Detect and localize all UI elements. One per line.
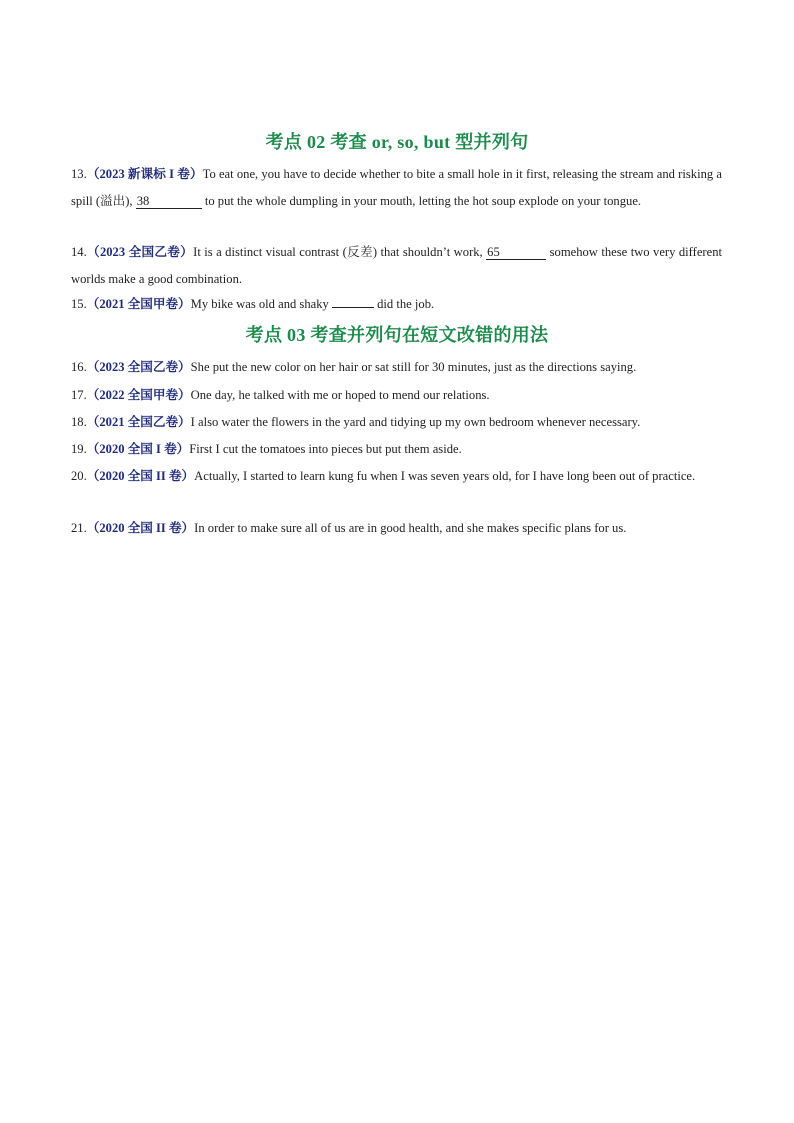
question-source: （2020 全国 I 卷） [86,442,190,456]
question-number: 21. [71,521,87,535]
question-text: To eat one, you have to decide whether to bite a small hole in it first, releasing the stream and risking a spill (溢出), [71,167,722,208]
question-text: somehow these two very different worlds make a good combination. [71,245,722,286]
question-number: 14. [71,245,87,259]
question-source: （2023 全国乙卷） [86,360,191,374]
question-source: （2023 新课标 I 卷） [86,167,203,181]
question-text: One day, he talked with me or hoped to mend our relations. [190,388,490,402]
question-21 [71,515,722,542]
question-source: （2021 全国甲卷） [86,297,191,311]
question-text: I also water the flowers in the yard and tidying up my own bedroom whenever necessary. [190,415,641,429]
question-number: 20. [71,469,87,483]
question-text: Actually, I started to learn kung fu when I was seven years old, for I have long been out of practice. [194,469,696,483]
question-source: （2020 全国 II 卷） [86,469,195,483]
question-14 [71,239,722,292]
question-17 [71,382,722,409]
section-title-03: 考点 03 考查并列句在短文改错的用法 [245,325,549,345]
question-text: In order to make sure all of us are in good health, and she makes specific plans for us. [194,521,627,535]
question-number: 13. [71,167,87,181]
question-text: to put the whole dumpling in your mouth, letting the hot soup explode on your tongue. [201,193,642,208]
question-text: did the job. [373,297,435,311]
question-20 [71,463,722,490]
question-15 [71,291,722,318]
question-18 [71,409,722,436]
question-source: （2022 全国甲卷） [86,388,191,402]
question-number: 18. [71,415,87,429]
question-source: （2020 全国 II 卷） [86,521,195,535]
question-number: 15. [71,297,87,311]
question-number: 16. [71,360,87,374]
answer-blank: 65 [486,245,546,260]
question-text: First I cut the tomatoes into pieces but put them aside. [189,442,462,456]
question-source: （2023 全国乙卷） [86,245,194,259]
question-text: She put the new color on her hair or sat still for 30 minutes, just as the directions saying. [190,360,637,374]
section-title-02: 考点 02 考查 or, so, but 型并列句 [265,132,529,152]
question-16 [71,354,722,381]
answer-blank: 38 [136,194,202,209]
question-13 [71,161,722,214]
answer-blank [332,307,374,308]
question-19 [71,436,722,463]
question-number: 17. [71,388,87,402]
question-number: 19. [71,442,87,456]
question-text: It is a distinct visual contrast (反差) that shouldn’t work, [193,245,487,259]
question-source: （2021 全国乙卷） [86,415,191,429]
question-text: My bike was old and shaky [190,297,332,311]
